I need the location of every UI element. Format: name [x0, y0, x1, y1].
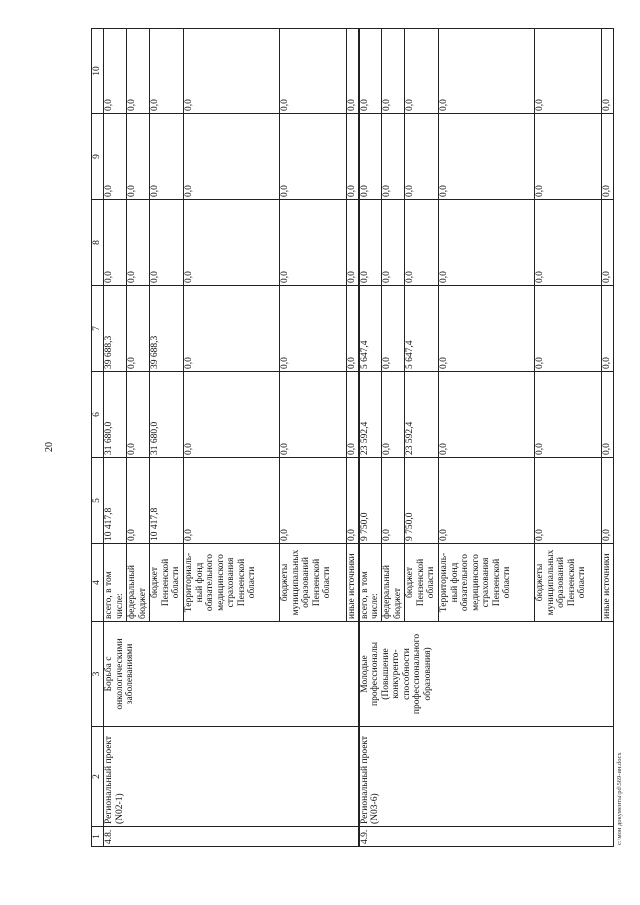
value-cell: 0,0	[104, 200, 127, 286]
table-body	[104, 29, 614, 847]
value-cell: 0,0	[184, 372, 280, 458]
header-cell: 9	[92, 114, 104, 200]
value-cell: 0,0	[359, 114, 382, 200]
funding-source-cell: иные источники	[347, 544, 359, 622]
value-cell: 0,0	[535, 29, 602, 114]
project-title-cell: Молодые профессионалы (Повышение конкуренто-способности профессионального образования)	[359, 622, 614, 727]
value-cell: 0,0	[439, 458, 535, 544]
value-cell: 0,0	[127, 114, 150, 200]
header-cell: 1	[92, 827, 104, 847]
value-cell: 0,0	[184, 29, 280, 114]
project-title-cell: Борьба с онкологическими заболеваниями	[104, 622, 359, 727]
funding-source-cell: Территориаль-ный фонд обязательного медицинского страхования Пензенской области	[439, 544, 535, 622]
funding-source-cell: Территориаль-ный фонд обязательного медицинского страхования Пензенской области	[184, 544, 280, 622]
value-cell: 0,0	[280, 372, 347, 458]
header-cell: 2	[92, 727, 104, 827]
value-cell: 9 750,0	[405, 458, 439, 544]
value-cell: 0,0	[280, 29, 347, 114]
page-number: 20	[44, 442, 55, 452]
value-cell: 0,0	[280, 200, 347, 286]
header-cell: 5	[92, 458, 104, 544]
header-cell: 10	[92, 29, 104, 114]
value-cell: 0,0	[439, 286, 535, 372]
value-cell: 0,0	[280, 458, 347, 544]
value-cell: 0,0	[127, 200, 150, 286]
value-cell: 0,0	[602, 286, 614, 372]
value-cell: 0,0	[535, 372, 602, 458]
project-name-cell: Региональный проект (N02-1)	[104, 727, 359, 827]
value-cell: 0,0	[382, 29, 405, 114]
footer-file-path: c:\мои документы\pd\569-ин.docx	[616, 752, 623, 845]
header-cell: 4	[92, 544, 104, 622]
value-cell: 0,0	[602, 200, 614, 286]
funding-table	[91, 28, 614, 847]
value-cell: 39 688,3	[104, 286, 127, 372]
value-cell: 0,0	[439, 29, 535, 114]
header-cell: 8	[92, 200, 104, 286]
value-cell: 9 750,0	[359, 458, 382, 544]
project-number-cell: 4.9.	[359, 827, 614, 847]
value-cell: 5 647,4	[359, 286, 382, 372]
value-cell: 0,0	[439, 114, 535, 200]
value-cell: 0,0	[127, 372, 150, 458]
value-cell: 0,0	[602, 458, 614, 544]
value-cell: 0,0	[104, 29, 127, 114]
value-cell: 0,0	[150, 29, 184, 114]
funding-source-cell: федеральный бюджет	[382, 544, 405, 622]
value-cell: 0,0	[127, 286, 150, 372]
value-cell: 0,0	[439, 200, 535, 286]
funding-source-cell: бюджеты муниципальных образований Пензенской области	[280, 544, 347, 622]
value-cell: 10 417,8	[104, 458, 127, 544]
value-cell: 0,0	[359, 200, 382, 286]
funding-source-cell: всего, в том числе:	[104, 544, 127, 622]
value-cell: 0,0	[347, 114, 359, 200]
value-cell: 0,0	[602, 114, 614, 200]
value-cell: 0,0	[347, 372, 359, 458]
value-cell: 0,0	[535, 114, 602, 200]
value-cell: 0,0	[347, 458, 359, 544]
funding-source-cell: бюджет Пензенской области	[405, 544, 439, 622]
value-cell: 23 592,4	[405, 372, 439, 458]
value-cell: 0,0	[184, 114, 280, 200]
value-cell: 0,0	[535, 200, 602, 286]
value-cell: 0,0	[184, 286, 280, 372]
project-name-cell: Региональный проект (N03-6)	[359, 727, 614, 827]
value-cell: 0,0	[382, 114, 405, 200]
funding-source-cell: бюджет Пензенской области	[150, 544, 184, 622]
value-cell: 0,0	[405, 114, 439, 200]
value-cell: 31 680,0	[104, 372, 127, 458]
value-cell: 0,0	[347, 286, 359, 372]
value-cell: 0,0	[104, 114, 127, 200]
value-cell: 0,0	[347, 200, 359, 286]
value-cell: 0,0	[382, 286, 405, 372]
value-cell: 10 417,8	[150, 458, 184, 544]
value-cell: 0,0	[602, 29, 614, 114]
value-cell: 0,0	[184, 458, 280, 544]
value-cell: 0,0	[405, 200, 439, 286]
value-cell: 31 680,0	[150, 372, 184, 458]
table-row	[104, 29, 127, 847]
table-row	[359, 29, 382, 847]
value-cell: 0,0	[359, 29, 382, 114]
value-cell: 0,0	[439, 372, 535, 458]
header-cell: 7	[92, 286, 104, 372]
header-cell: 3	[92, 622, 104, 727]
value-cell: 5 647,4	[405, 286, 439, 372]
value-cell: 0,0	[405, 29, 439, 114]
value-cell: 0,0	[150, 200, 184, 286]
value-cell: 0,0	[382, 200, 405, 286]
rotated-table-container	[91, 29, 611, 847]
value-cell: 0,0	[602, 372, 614, 458]
value-cell: 0,0	[382, 372, 405, 458]
value-cell: 0,0	[184, 200, 280, 286]
value-cell: 0,0	[382, 458, 405, 544]
value-cell: 0,0	[280, 114, 347, 200]
value-cell: 0,0	[347, 29, 359, 114]
value-cell: 39 688,3	[150, 286, 184, 372]
funding-source-cell: федеральный бюджет	[127, 544, 150, 622]
value-cell: 23 592,4	[359, 372, 382, 458]
value-cell: 0,0	[280, 286, 347, 372]
header-cell: 6	[92, 372, 104, 458]
value-cell: 0,0	[535, 286, 602, 372]
funding-source-cell: всего, в том числе:	[359, 544, 382, 622]
value-cell: 0,0	[127, 458, 150, 544]
funding-source-cell: бюджеты муниципальных образований Пензенской области	[535, 544, 602, 622]
value-cell: 0,0	[127, 29, 150, 114]
value-cell: 0,0	[150, 114, 184, 200]
project-number-cell: 4.8.	[104, 827, 359, 847]
funding-source-cell: иные источники	[602, 544, 614, 622]
header-row	[92, 29, 104, 847]
value-cell: 0,0	[535, 458, 602, 544]
